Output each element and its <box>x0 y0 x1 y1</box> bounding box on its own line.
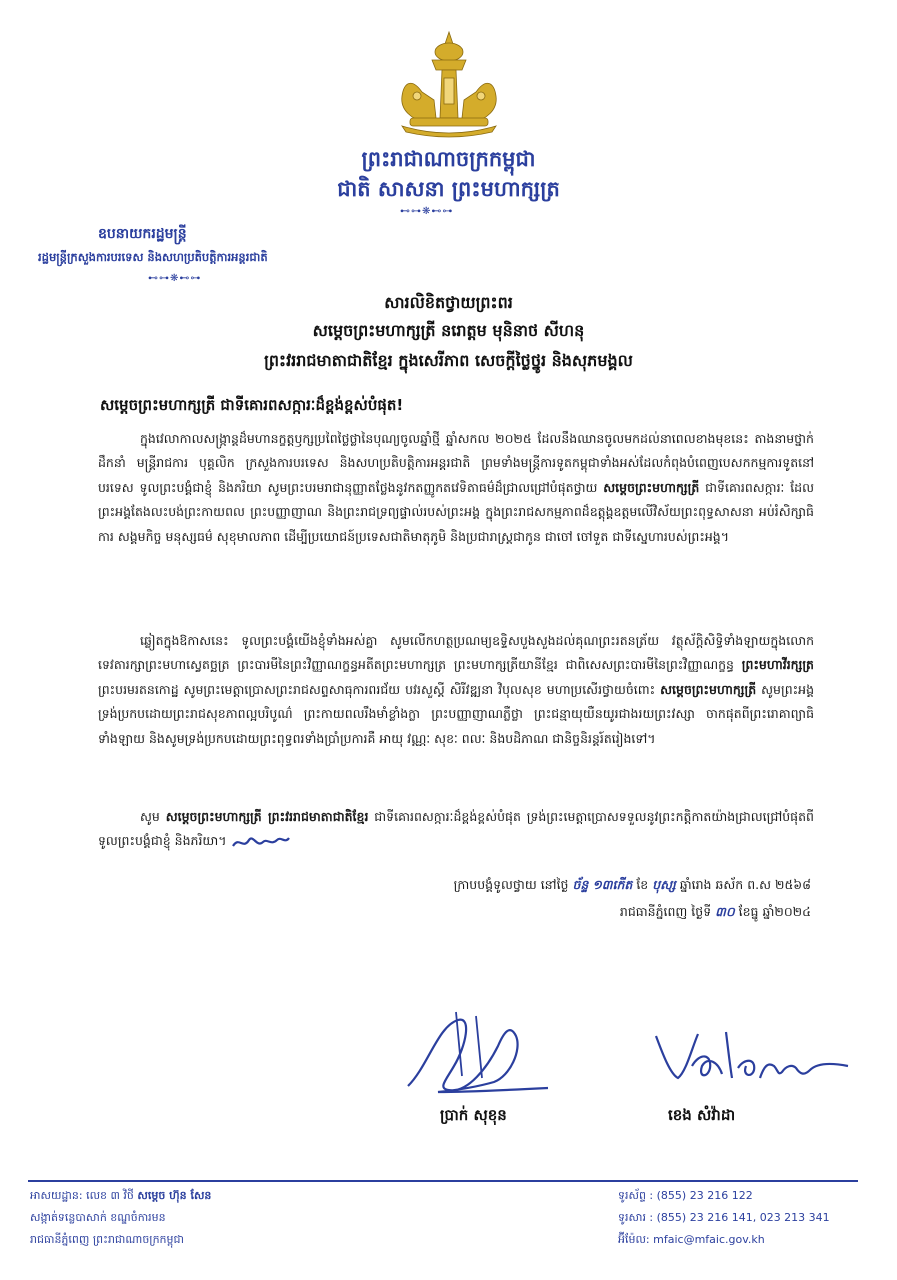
fax-line <box>618 1207 830 1229</box>
office-title: ឧបនាយករដ្ឋមន្ត្រី <box>98 226 187 242</box>
signer-2-name: ខេង សំវ៉ាដា <box>668 1106 736 1124</box>
royal-emblem-icon <box>382 30 516 138</box>
date-lunar-day-handwritten: ១៣កើត <box>592 877 633 892</box>
address-line-1 <box>30 1185 211 1207</box>
p3-bold: សម្តេចព្រះមហាក្សត្រី ព្រះវររាជមាតាជាតិខ្មែរ <box>165 809 369 824</box>
footer-divider <box>28 1180 858 1182</box>
letter-recipient: សម្តេចព្រះមហាក្សត្រី នរោត្តម មុនិនាថ សីហនុ <box>312 321 585 340</box>
p3-text-a: សូម <box>140 809 160 824</box>
address-part-1: លេខ ៣ វិថី <box>86 1189 134 1202</box>
signature-1-icon <box>398 1006 556 1098</box>
footer-address <box>30 1185 211 1251</box>
email-line <box>618 1229 830 1251</box>
p2-text-c: សូមព្រះអង្គទ្រង់ប្រកបដោយព្រះរាជសុខភាពល្អបរិបូណ៌ ព្រះកាយពលរឹងមាំខ្លាំងក្លា ព្រះបញ្ញាញាណភ្លឺថ្លា ព្រះជន្មាយុយឺនយូរជាងរយព្រះវស្សា ចាកផុតពីព្រះរោគាព្យាធិទាំងឡាយ និងសូមទ្រង់ប្រកបដោយព្រះពុទ្ធពរទាំងប្រាំប្រការគឺ អាយុ វណ្ណៈ សុខៈ ពលៈ និងបដិភាណ ជានិច្ចនិរន្តរ៍តរៀងទៅ។ <box>98 681 814 746</box>
signer-1-name: ប្រាក់ សុខុន <box>440 1106 507 1124</box>
office-ornament: ⊷⊶❋⊷⊶ <box>148 273 202 284</box>
email-address[interactable]: mfaic@mfaic.gov.kh <box>653 1233 765 1246</box>
address-bold: សម្តេច ហ៊ុន សែន <box>137 1189 212 1202</box>
phone-label: ទូរស័ព្ទ : <box>618 1189 654 1202</box>
p3-text-b: ជាទីគោរពសក្ការៈដ៏ខ្ពង់ខ្ពស់បំផុត ទ្រង់ព្រះមេត្តាប្រោសទទួលនូវព្រះកត្តិកាតយ៉ាងជ្រាលជ្រៅបំផុតពីទូលព្រះបង្គំជាខ្ញុំ និងភរិយា។ <box>98 809 814 849</box>
date2-day-handwritten: ៣០ <box>715 904 735 919</box>
body-paragraph-2 <box>98 629 814 751</box>
p2-bold-1: ព្រះមហាវីរក្សត្រ <box>741 657 814 673</box>
date-text-b: ខែ <box>636 877 649 892</box>
date2-text-a: រាជធានីភ្នំពេញ ថ្ងៃទី <box>619 904 712 919</box>
email-label: អ៊ីម៉ែល: <box>618 1233 650 1246</box>
fax-number: (855) 23 216 141, 023 213 341 <box>656 1211 830 1224</box>
p1-text-a: ក្នុងវេលាកាលសង្ក្រាន្តដ៏មហានក្ខត្តឫក្សប្រពៃថ្លៃថ្លានៃបុណ្យចូលឆ្នាំថ្មី ឆ្នាំសកល ២០២៥ ដែលនឹងឈានចូលមកដល់នាពេលខាងមុខនេះ តាងនាមថ្នាក់ដឹកនាំ មន្ត្រីរាជការ បុគ្គលិក ក្រសួងការបរទេស និងសហប្រតិបត្តិការអន្តរជាតិ ព្រមទាំងមន្ត្រីការទូតកម្ពុជាទាំងអស់ដែលកំពុងបំពេញបេសកកម្មការទូតនៅបរទេស ទូលព្រះបង្គំជាខ្ញុំ និងភរិយា សូមព្រះបរមរាជានុញ្ញាតថ្លែងនូវកតញ្ញូកតវេទិតាធម៌ដ៏ជ្រាលជ្រៅបំផុតថ្វាយ <box>98 431 814 495</box>
address-label: អាសយដ្ឋាន: <box>30 1189 83 1202</box>
address-line-3: រាជធានីភ្នំពេញ ព្រះរាជាណាចក្រកម្ពុជា <box>30 1233 184 1246</box>
initials-signature-icon <box>231 832 291 852</box>
kingdom-title: ព្រះរាជាណាចក្រកម្ពុជា <box>361 147 536 171</box>
date2-text-b: ខែធ្នូ ឆ្នាំ២០២៤ <box>738 904 811 919</box>
phone-number: (855) 23 216 122 <box>656 1189 753 1202</box>
solar-date-line <box>620 904 811 923</box>
p1-bold: សម្តេចព្រះមហាក្សត្រី <box>603 479 700 495</box>
office-subtitle: រដ្ឋមន្ត្រីក្រសួងការបរទេស និងសហប្រតិបត្តិការអន្តរជាតិ <box>38 250 268 264</box>
p2-text-a: ឆ្លៀតក្នុងឱកាសនេះ ទូលព្រះបង្គំយើងខ្ញុំទាំងអស់គ្នា សូមលើកហត្ថប្រណម្យឧទ្ទិសបួងសួងដល់គុណព្រះរតនត្រ័យ វត្ថុស័ក្តិសិទ្ធិទាំងឡាយក្នុងលោក ទេវតារក្សាព្រះមហាស្វេតច្ឆត្រ ព្រះបារមីនៃព្រះវិញ្ញាណក្ខន្ធអតីតព្រះមហាក្សត្រ ព្រះមហាក្សត្រីយានីខ្មែរ ជាពិសេសព្រះបារមីនៃព្រះវិញ្ញាណក្ខន្ធ <box>98 633 814 673</box>
signature-2-icon <box>652 1022 852 1092</box>
p1-text-b: ជាទីគោរពសក្ការៈ ដែលព្រះអង្គតែងលះបង់ព្រះកាយពល ព្រះបញ្ញាញាណ និងព្រះរាជទ្រព្យផ្ទាល់របស់ព្រះអង្គ ក្នុងព្រះរាជសកម្មភាពដ៏ឧត្តុង្គឧត្តមលើវិស័យព្រះពុទ្ធសាសនា អប់រំសិក្សាធិការ សង្គមកិច្ច មនុស្សធម៌ សុខុមាលភាព ដើម្បីប្រយោជន៍ប្រទេសជាតិមាតុភូមិ និងប្រជារាស្ត្រជាកូន ជាចៅ ចៅទួត ជាទីស្នេហារបស់ព្រះអង្គ។ <box>98 479 814 544</box>
phone-line <box>618 1185 830 1207</box>
date-month-handwritten: បុស្ស <box>652 877 676 892</box>
lunar-date-line <box>454 877 811 896</box>
national-motto: ជាតិ សាសនា ព្រះមហាក្សត្រ <box>337 177 560 201</box>
letter-recipient-title: ព្រះវររាជមាតាជាតិខ្មែរ ក្នុងសេរីភាព សេចក្តីថ្លៃថ្នូរ និងសុភមង្គល <box>264 351 633 370</box>
fax-label: ទូរសារ : <box>618 1211 654 1224</box>
header-ornament: ⊷⊶❋⊷⊶ <box>400 206 454 217</box>
date-text-a: ក្រាបបង្គំទូលថ្វាយ នៅថ្ងៃ <box>453 877 569 892</box>
body-paragraph-3 <box>98 805 814 854</box>
body-paragraph-1 <box>98 427 814 549</box>
date-text-c: ឆ្នាំរោង ឆស័ក ព.ស ២៥៦៨ <box>679 877 811 892</box>
date-day-handwritten: ច័ន្ទ <box>572 877 589 892</box>
address-line-2: សង្កាត់ទន្លេបាសាក់ ខណ្ឌចំការមន <box>30 1211 166 1224</box>
letter-title: សារលិខិតថ្វាយព្រះពរ <box>384 293 513 312</box>
footer-contacts <box>618 1185 830 1251</box>
p2-bold-2: សម្តេចព្រះមហាក្សត្រី <box>660 681 757 697</box>
p2-text-b: ព្រះបរមរតនកោដ្ឋ សូមព្រះមេត្តាប្រោសព្រះរាជសព្ទសាធុការពរជ័យ បវរសួស្តី សិរីវឌ្ឍនា វិបុលសុខ មហាប្រសើរថ្វាយចំពោះ <box>98 681 656 697</box>
salutation: សម្តេចព្រះមហាក្សត្រី ជាទីគោរពសក្ការៈដ៏ខ្ពង់ខ្ពស់បំផុត! <box>100 396 404 414</box>
